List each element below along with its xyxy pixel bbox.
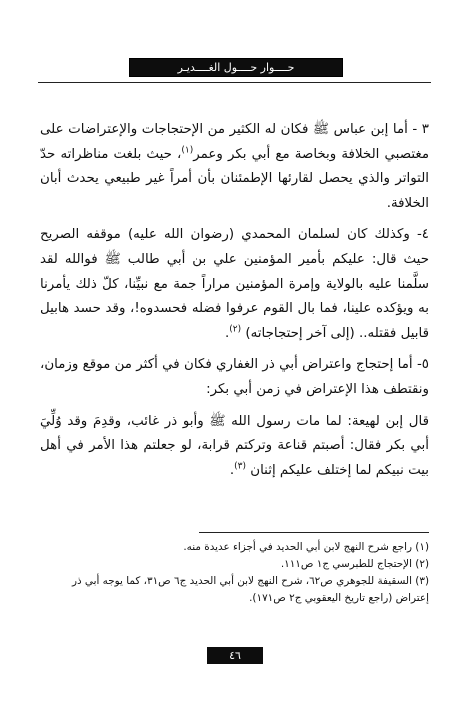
paragraph-abu-dhar [40, 353, 429, 402]
paragraph-text: . [229, 462, 235, 478]
paragraph-text: ٥- أما إحتجاج واعتراض أبي ذر الغفاري فكان في أكثر من موقع وزمان، ونقتطف هذا الإعتراض في زمن أبي بكر: [40, 357, 429, 397]
paragraph-text: ، حيث بلغت مناظراته حدّ التواتر والذي يحصل لقارئها الإطمئنان بأن أمراً غير طبيعي يحدث أبان الخلافة. [40, 146, 429, 211]
main-text [40, 118, 429, 490]
paragraph-text: ٣ - أما إبن عباس ﷺ فكان له الكثير من الإحتجاجات والإعتراضات على مغتصبي الخلافة وبخاصة مع أبي بكر وعمر [40, 122, 429, 162]
paragraph-salman [40, 223, 429, 346]
footnote-marker: (٣) [234, 461, 246, 472]
header-rule [38, 82, 431, 83]
footnote-marker: (١) [181, 145, 194, 156]
footnote-3: (٣) السقيفة للجوهري ص٦٢، شرح النهج لابن أبي الحديد ج٦ ص٣١، كما يوجه أبي ذر إعتراض (راجع تاريخ اليعقوبي ج٢ ص١٧١). [71, 575, 429, 604]
paragraph-text: ٤- وكذلك كان لسلمان المحمدي (رضوان الله عليه) موقفه الصريح حيث قال: عليكم بأمير المؤمنين علي بن أبي طالب ﷺ فوالله لقد سلَّمنا عليه بالولاية وإمرة المؤمنين مراراً جمة مع نبيِّنا، كلّ ذلك يأمرنا به ويؤكده علينا، فما بال القوم عرفوا فضله فحسدوه!، وقد حسد هابيل قابيل فقتله.. (إلى آخر إحتجاجاته) [40, 227, 429, 341]
footnote-rule [199, 532, 429, 533]
footnote-1: (١) راجع شرح النهج لابن أبي الحديد في أجزاء عديدة منه. [183, 541, 429, 553]
running-header [129, 58, 343, 77]
footnote-marker: (٢) [229, 324, 242, 335]
running-header-title: حــــوار حــــول الغــــديـر [177, 61, 295, 74]
paragraph-ibn-abbas [40, 118, 429, 216]
page-number: ٤٦ [207, 647, 263, 664]
footnotes [40, 539, 429, 607]
footnote-2: (٢) الإحتجاج للطبرسي ج١ ص١١١. [280, 558, 429, 570]
paragraph-text: قال إبن لهيعة: لما مات رسول الله ﷺ وأبو ذر غائب، وقدِمَ وقد وُلِّيَ أبي بكر فقال: أصبتم قناعة وتركتم قرابة، لو جعلتم هذا الأمر في أهل بيت نبيكم لما إختلف عليكم إثنان [40, 413, 429, 478]
paragraph-text: . [225, 325, 230, 341]
paragraph-ibn-lahia [40, 410, 429, 484]
